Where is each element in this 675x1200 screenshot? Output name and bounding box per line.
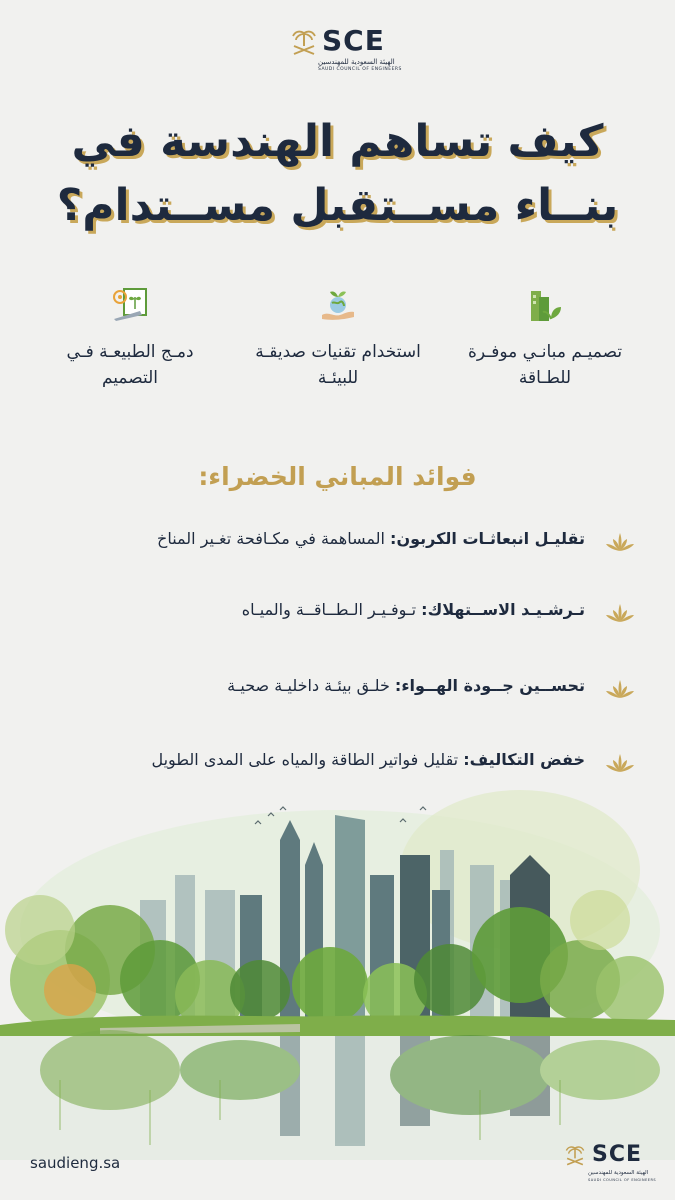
benefit-head: تحســين جــودة الهــواء:: [394, 676, 585, 695]
benefit-item: [40, 527, 635, 557]
header-logo: [280, 22, 400, 74]
nature-design-icon: [110, 285, 150, 325]
feature-label: دمـج الطبيعـة فـي التصميم: [66, 342, 194, 388]
website-link[interactable]: saudieng.sa: [30, 1154, 121, 1172]
benefit-text: [151, 750, 585, 769]
page-title: [40, 110, 635, 238]
palm-swords-icon: [564, 1144, 586, 1168]
palm-swords-icon: [290, 28, 318, 58]
feature-label: تصميـم مبانـي موفـرة للطـاقة: [467, 342, 623, 388]
benefit-item: [40, 674, 635, 704]
lotus-icon: [605, 602, 635, 624]
feature-label: استخدام تقنيات صديقـة للبيئـة: [255, 342, 421, 388]
title-line-2: بنــاء مســتقبل مســتدام؟: [56, 180, 619, 231]
feature-nature-design: [40, 285, 220, 391]
city-nature-illustration: [0, 780, 675, 1160]
green-building-icon: [525, 285, 565, 325]
logo-english-name: SAUDI COUNCIL OF ENGINEERS: [588, 1178, 657, 1182]
benefit-desc: المساهمة في مكـافحة تغـير المناخ: [157, 529, 391, 548]
title-line-1: كيف تساهم الهندسة في: [71, 116, 604, 167]
benefit-item: [40, 598, 635, 628]
benefit-head: تـرشـيـد الاســتهلاك:: [421, 600, 585, 619]
benefit-head: خفض التكاليف:: [463, 750, 585, 769]
features-row: [20, 285, 655, 405]
lotus-icon: [605, 678, 635, 700]
benefit-text: [242, 600, 585, 619]
benefit-desc: تقليل فواتير الطاقة والمياه على المدى الطويل: [151, 750, 464, 769]
benefit-item: [40, 748, 635, 778]
logo-arabic-name: الهيئة السعودية للمهندسين: [318, 58, 395, 66]
logo-arabic-name: الهيئة السعودية للمهندسين: [588, 1170, 649, 1176]
footer-logo: [560, 1140, 657, 1185]
feature-eco-tech: [248, 285, 428, 391]
lotus-icon: [605, 752, 635, 774]
logo-english-name: SAUDI COUNCIL OF ENGINEERS: [318, 67, 402, 72]
logo-text: SCE: [322, 24, 385, 57]
benefit-text: [227, 676, 585, 695]
benefit-desc: خلـق بيئـة داخليـة صحيـة: [227, 676, 395, 695]
benefit-head: تقليـل انبعاثـات الكربون:: [390, 529, 585, 548]
benefits-title: فوائد المباني الخضراء:: [198, 462, 477, 491]
lotus-icon: [605, 531, 635, 553]
logo-text: SCE: [592, 1142, 643, 1167]
eco-hand-icon: [318, 285, 358, 325]
feature-energy-buildings: [455, 285, 635, 391]
benefit-text: [157, 529, 585, 548]
benefit-desc: تـوفـيـر الـطــاقــة والميـاه: [241, 600, 422, 619]
